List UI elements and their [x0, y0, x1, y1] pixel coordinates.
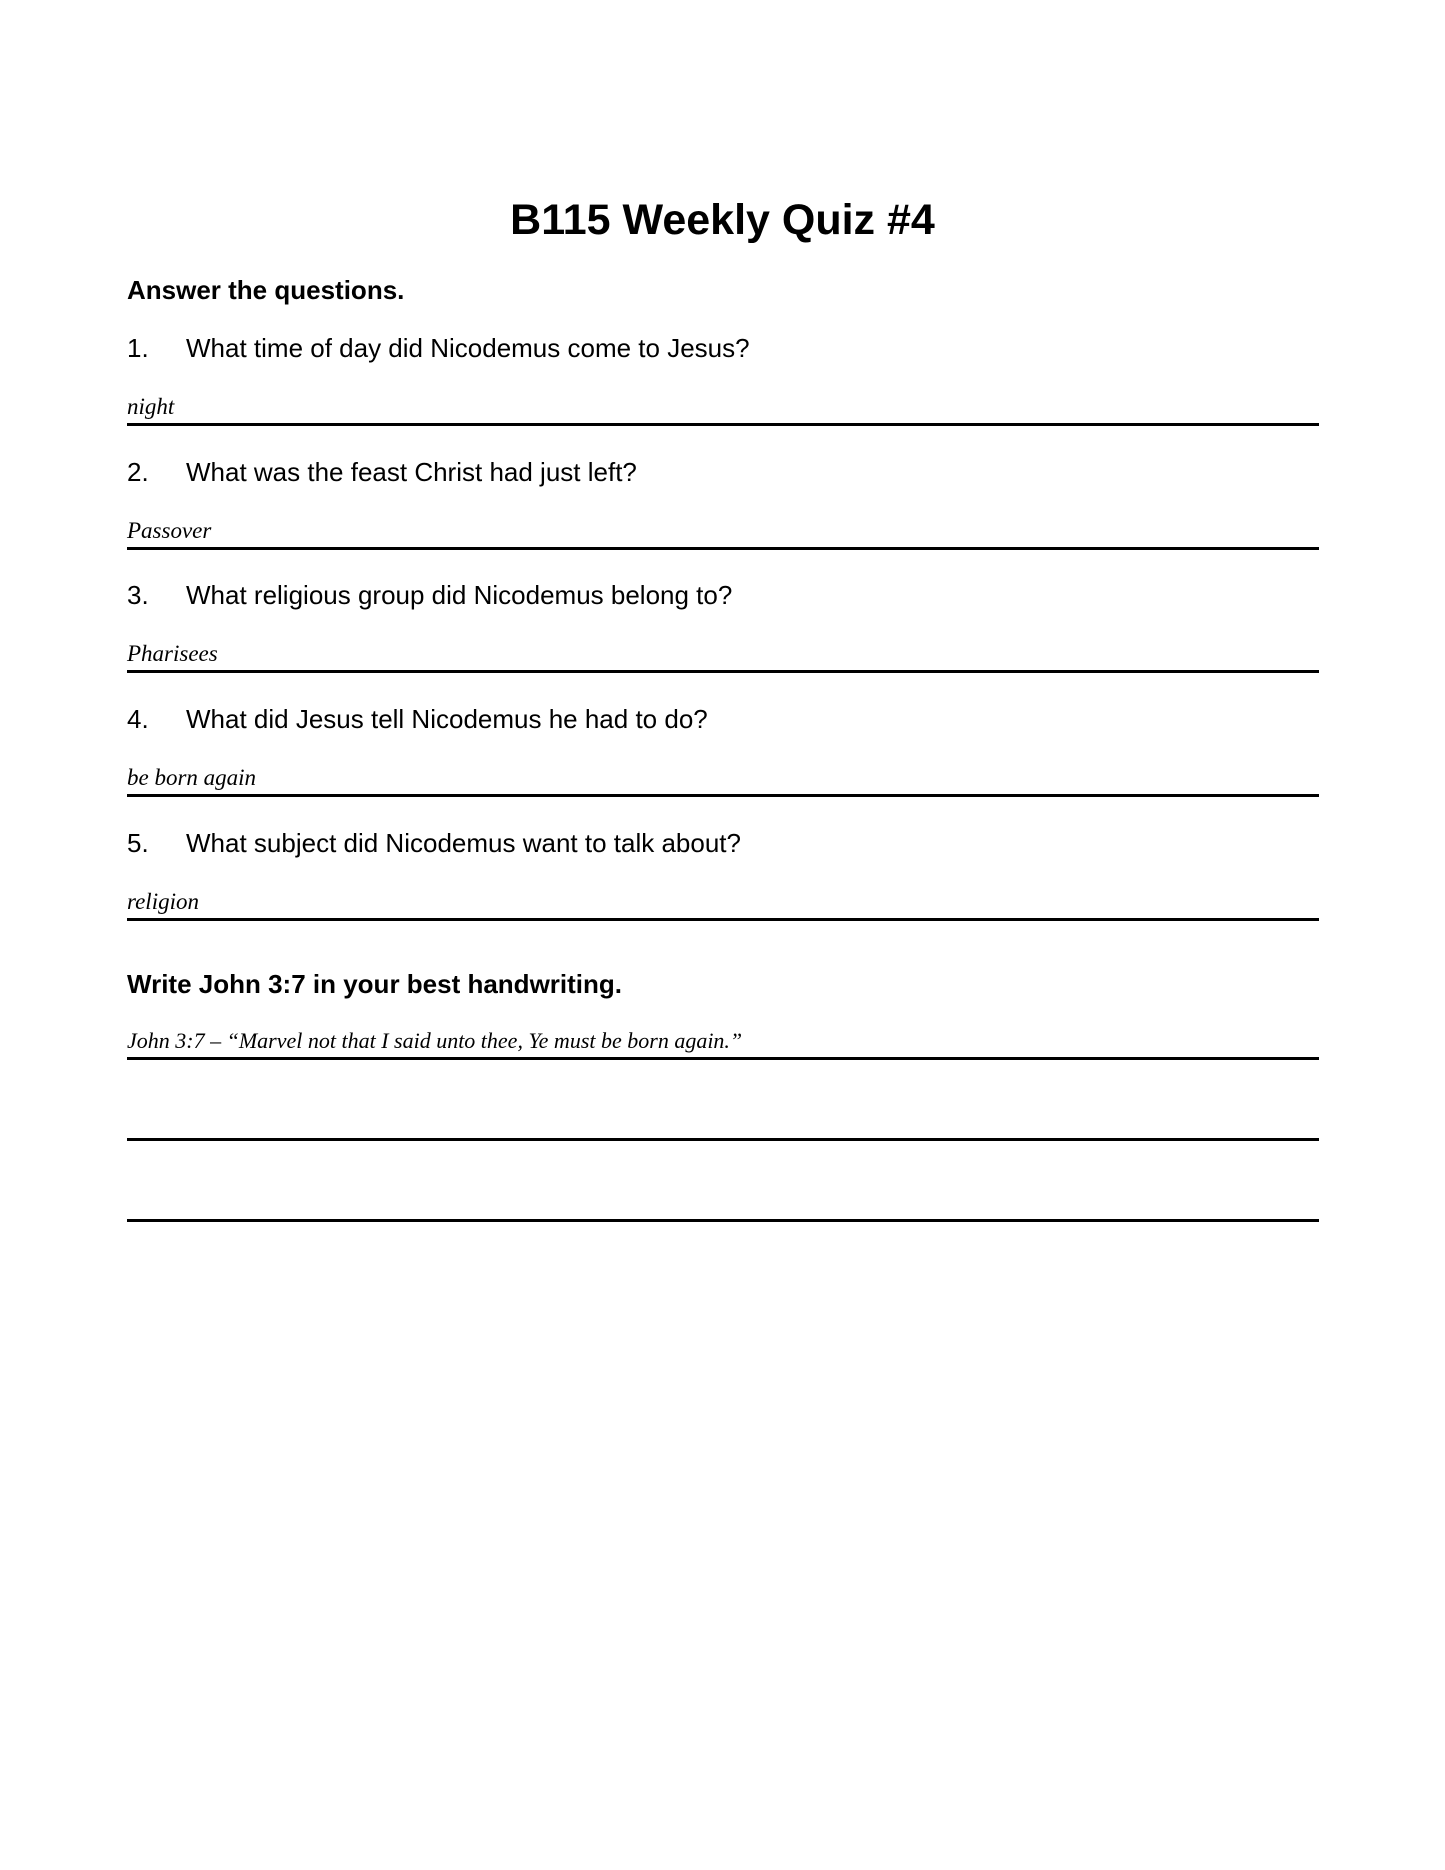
question-3 [127, 577, 732, 613]
answer-3: Pharisees [127, 641, 218, 666]
question-text: What subject did Nicodemus want to talk about? [186, 828, 741, 858]
answer-2: Passover [127, 518, 212, 543]
question-2 [127, 454, 637, 490]
answer-line-1 [127, 423, 1319, 426]
question-number: 5. [127, 828, 149, 858]
question-number: 1. [127, 333, 149, 363]
question-text: What was the feast Christ had just left? [186, 457, 637, 487]
answer-line-4 [127, 794, 1319, 797]
answer-5: religion [127, 889, 199, 914]
answer-1: night [127, 394, 175, 419]
handwriting-line-1 [127, 1057, 1319, 1060]
instructions-heading: Answer the questions. [127, 275, 405, 305]
question-text: What time of day did Nicodemus come to Jesus? [186, 333, 750, 363]
question-number: 2. [127, 457, 149, 487]
page-title: B115 Weekly Quiz #4 [510, 196, 935, 244]
question-text: What religious group did Nicodemus belong to? [186, 580, 733, 610]
question-number: 4. [127, 704, 149, 734]
question-5 [127, 825, 741, 861]
handwriting-line-3 [127, 1219, 1319, 1222]
answer-4: be born again [127, 765, 257, 790]
question-1 [127, 330, 750, 366]
answer-line-2 [127, 547, 1319, 550]
verse-text: John 3:7 – “Marvel not that I said unto thee, Ye must be born again.” [127, 1028, 743, 1053]
answer-line-3 [127, 670, 1319, 673]
question-4 [127, 701, 708, 737]
question-text: What did Jesus tell Nicodemus he had to do? [186, 704, 708, 734]
question-number: 3. [127, 580, 149, 610]
handwriting-prompt: Write John 3:7 in your best handwriting. [127, 969, 623, 999]
handwriting-line-2 [127, 1138, 1319, 1141]
answer-line-5 [127, 918, 1319, 921]
